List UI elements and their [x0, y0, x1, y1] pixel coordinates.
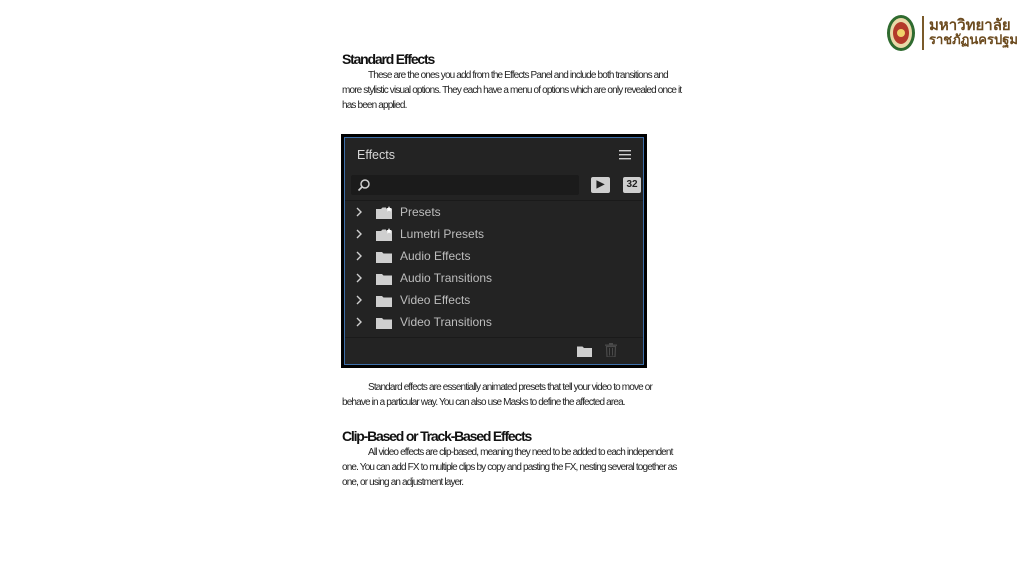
list-item-video-effects[interactable]: [345, 289, 643, 311]
chevron-right-icon[interactable]: [353, 228, 365, 240]
preset-folder-icon: [376, 206, 392, 219]
university-seal-icon: [886, 14, 916, 52]
section-standard-effects: [342, 51, 687, 113]
university-logo: [886, 14, 1018, 52]
new-custom-bin-icon[interactable]: [577, 345, 592, 357]
list-item-presets[interactable]: [345, 201, 643, 223]
list-item-label: Lumetri Presets: [400, 227, 485, 241]
effects-panel-screenshot: [341, 134, 647, 368]
folder-icon: [376, 250, 392, 263]
folder-icon: [376, 294, 392, 307]
list-item-audio-transitions[interactable]: [345, 267, 643, 289]
hamburger-menu-icon[interactable]: [619, 149, 631, 160]
folder-icon: [376, 272, 392, 285]
list-item-label: Video Effects: [400, 293, 471, 307]
heading-clip-track-effects: Clip-Based or Track-Based Effects: [342, 428, 532, 444]
paragraph-standard-effects-presets: Standard effects are essentially animated presets that tell your video to move or behave in a particular way. You can also use Masks to define the affected area.: [342, 382, 652, 408]
32-bit-color-filter-icon[interactable]: 32: [623, 177, 641, 193]
effects-panel-title: Effects: [357, 148, 395, 162]
preset-folder-icon: [376, 228, 392, 241]
heading-standard-effects: Standard Effects: [342, 51, 435, 67]
chevron-right-icon[interactable]: [353, 316, 365, 328]
section-standard-effects-continued: [342, 380, 657, 410]
trash-icon[interactable]: [605, 343, 617, 357]
list-item-label: Audio Effects: [400, 249, 471, 263]
paragraph-standard-effects-intro: These are the ones you add from the Effects Panel and include both transitions and more stylistic visual options. They each have a menu of options which are only revealed once it has been applied.: [342, 70, 682, 111]
accelerated-effects-filter-icon[interactable]: ▶: [591, 177, 610, 193]
effects-search-input[interactable]: [375, 177, 577, 195]
chevron-right-icon[interactable]: [353, 294, 365, 306]
logo-university-name: มหาวิทยาลัย: [929, 16, 1011, 35]
list-item-video-transitions[interactable]: [345, 311, 643, 333]
effects-folder-list: [345, 200, 643, 333]
chevron-right-icon[interactable]: [353, 272, 365, 284]
effects-search-box[interactable]: [351, 175, 579, 195]
folder-icon: [376, 316, 392, 329]
section-clip-track-effects: [342, 428, 687, 490]
list-item-label: Audio Transitions: [400, 271, 493, 285]
paragraph-clip-track-effects: All video effects are clip-based, meaning they need to be added to each independent one. You can add FX to multiple clips by copy and pasting the FX, nesting several together as one, or using an adjustment layer.: [342, 447, 677, 488]
list-item-label: Presets: [400, 205, 441, 219]
logo-divider: [922, 16, 924, 50]
effects-panel: [344, 137, 644, 365]
search-icon: [357, 178, 371, 192]
chevron-right-icon[interactable]: [353, 206, 365, 218]
list-item-label: Video Transitions: [400, 315, 492, 329]
chevron-right-icon[interactable]: [353, 250, 365, 262]
list-item-lumetri-presets[interactable]: [345, 223, 643, 245]
effects-panel-footer: [345, 337, 643, 365]
list-item-audio-effects[interactable]: [345, 245, 643, 267]
logo-university-location: ราชภัฏนครปฐม: [929, 33, 1018, 49]
